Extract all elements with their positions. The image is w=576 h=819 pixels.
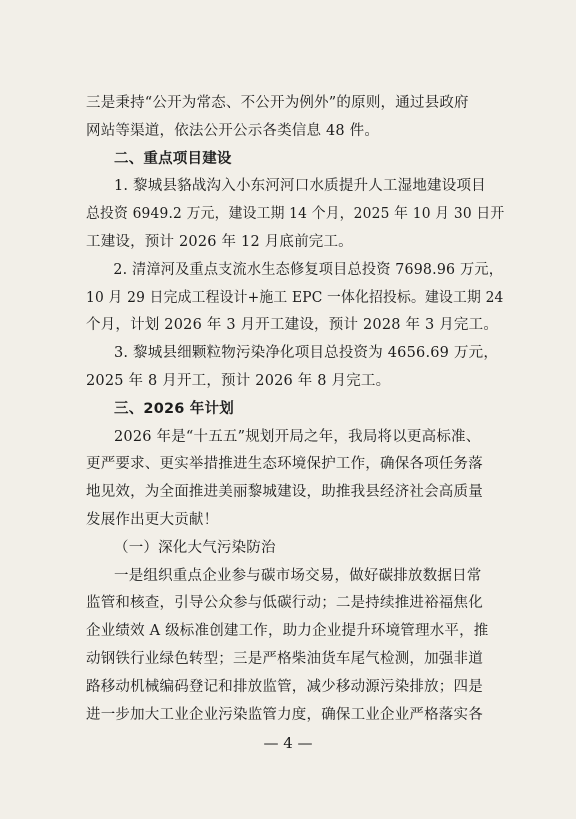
body-line: 2. 清漳河及重点支流水生态修复项目总投资 7698.96 万元， <box>113 261 504 278</box>
body-line: 1. 黎城县貉战沟入小东河河口水质提升人工湿地建设项目 <box>114 178 486 195</box>
body-line: 网站等渠道，依法公开公示各类信息 48 件。 <box>86 122 380 139</box>
body-line: 10 月 29 日完成工程设计+施工 EPC 一体化招投标。建设工期 24 <box>86 289 504 306</box>
subsection-heading: （一）深化大气污染防治 <box>114 539 276 556</box>
body-line: 企业绩效 A 级标准创建工作，助力企业提升环境管理水平，推 <box>86 623 489 640</box>
body-line: 更严要求、更实举措推进生态环境保护工作，确保各项任务落 <box>86 456 483 473</box>
body-line: 动钢铁行业绿色转型；三是严格柴油货车尾气检测，加强非道 <box>86 650 483 667</box>
page-number: — 4 — <box>263 734 313 752</box>
section-heading: 二、重点项目建设 <box>114 150 232 167</box>
body-line: 3. 黎城县细颗粒物污染净化项目总投资为 4656.69 万元， <box>114 345 499 362</box>
body-line: 路移动机械编码登记和排放监管，减少移动源污染排放；四是 <box>86 678 483 695</box>
document-body <box>86 90 504 729</box>
body-line: 监管和核查，引导公众参与低碳行动；二是持续推进裕福焦化 <box>86 595 483 612</box>
body-line: 进一步加大工业企业污染监管力度，确保工业企业严格落实各 <box>86 706 483 723</box>
body-line: 三是秉持“公开为常态、不公开为例外”的原则，通过县政府 <box>86 95 469 111</box>
body-line: 个月，计划 2026 年 3 月开工建设，预计 2028 年 3 月完工。 <box>86 317 499 334</box>
body-line: 工建设，预计 2026 年 12 月底前完工。 <box>86 233 353 250</box>
body-line: 总投资 6949.2 万元，建设工期 14 个月，2025 年 10 月 30 日开 <box>86 206 505 223</box>
section-heading: 三、2026 年计划 <box>114 400 234 417</box>
body-line: 2025 年 8 月开工，预计 2026 年 8 月完工。 <box>86 372 391 389</box>
body-line: 一是组织重点企业参与碳市场交易，做好碳排放数据日常 <box>114 567 482 584</box>
body-line: 地见效，为全面推进美丽黎城建设，助推我县经济社会高质量 <box>86 484 483 501</box>
body-line: 发展作出更大贡献！ <box>86 511 219 528</box>
body-line: 2026 年是“十五五”规划开局之年，我局将以更高标准、 <box>114 428 481 445</box>
